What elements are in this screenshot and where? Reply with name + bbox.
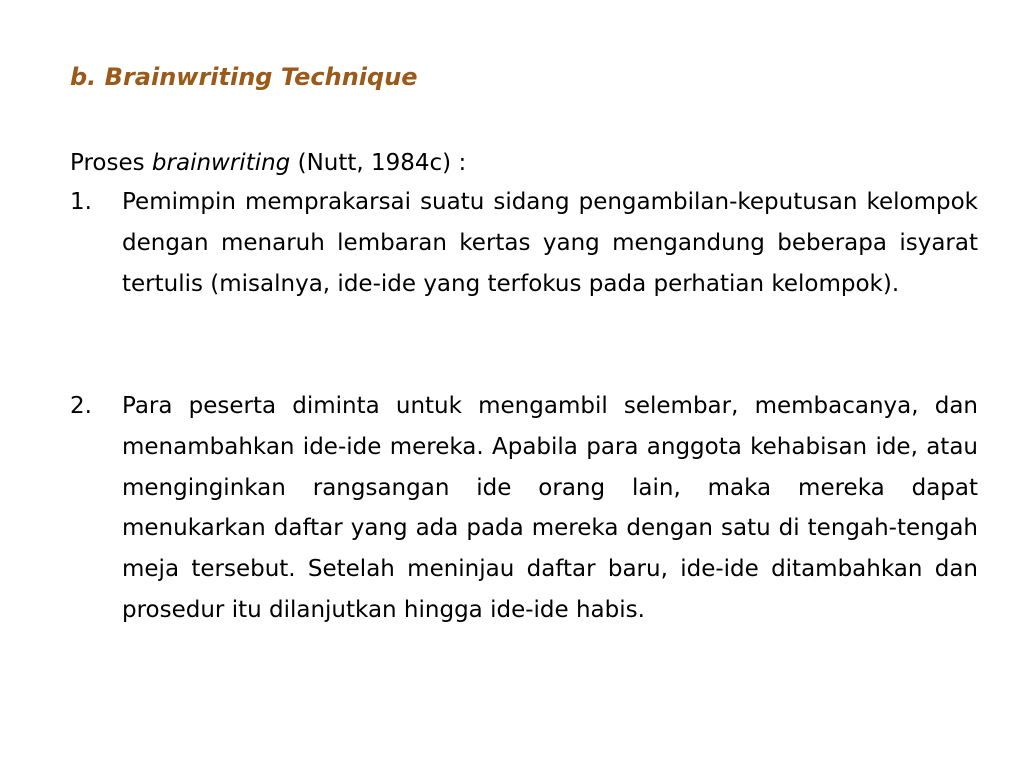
list-item-text: Para peserta diminta untuk mengambil selembar, membacanya, dan menambahkan ide-ide mereka. Apabila para anggota kehabisan ide, atau menginginkan rangsangan ide orang lain, maka mereka dapat menukarkan daftar yang ada pada mereka dengan satu di tengah-tengah meja tersebut. Setelah meninjau daftar baru, ide-ide ditambahkan dan prosedur itu dilanjutkan hingga ide-ide habis. [122,393,978,623]
intro-prefix: Proses [70,150,152,176]
intro-line [70,143,466,183]
list-item-text: Pemimpin memprakarsai suatu sidang pengambilan-keputusan kelompok dengan menaruh lembaran kertas yang mengandung beberapa isyarat tertulis (misalnya, ide-ide yang terfokus pada perhatian kelompok). [122,189,978,297]
list-item-number: 1. [70,189,92,215]
slide-heading: b. Brainwriting Technique [70,63,418,91]
list-item [70,386,978,631]
numbered-list-item-1 [70,182,978,304]
list-item-number: 2. [70,393,92,419]
intro-suffix: (Nutt, 1984c) : [290,150,467,176]
intro-term: brainwriting [151,150,291,176]
list-item [70,182,978,304]
numbered-list-item-2 [70,386,978,631]
